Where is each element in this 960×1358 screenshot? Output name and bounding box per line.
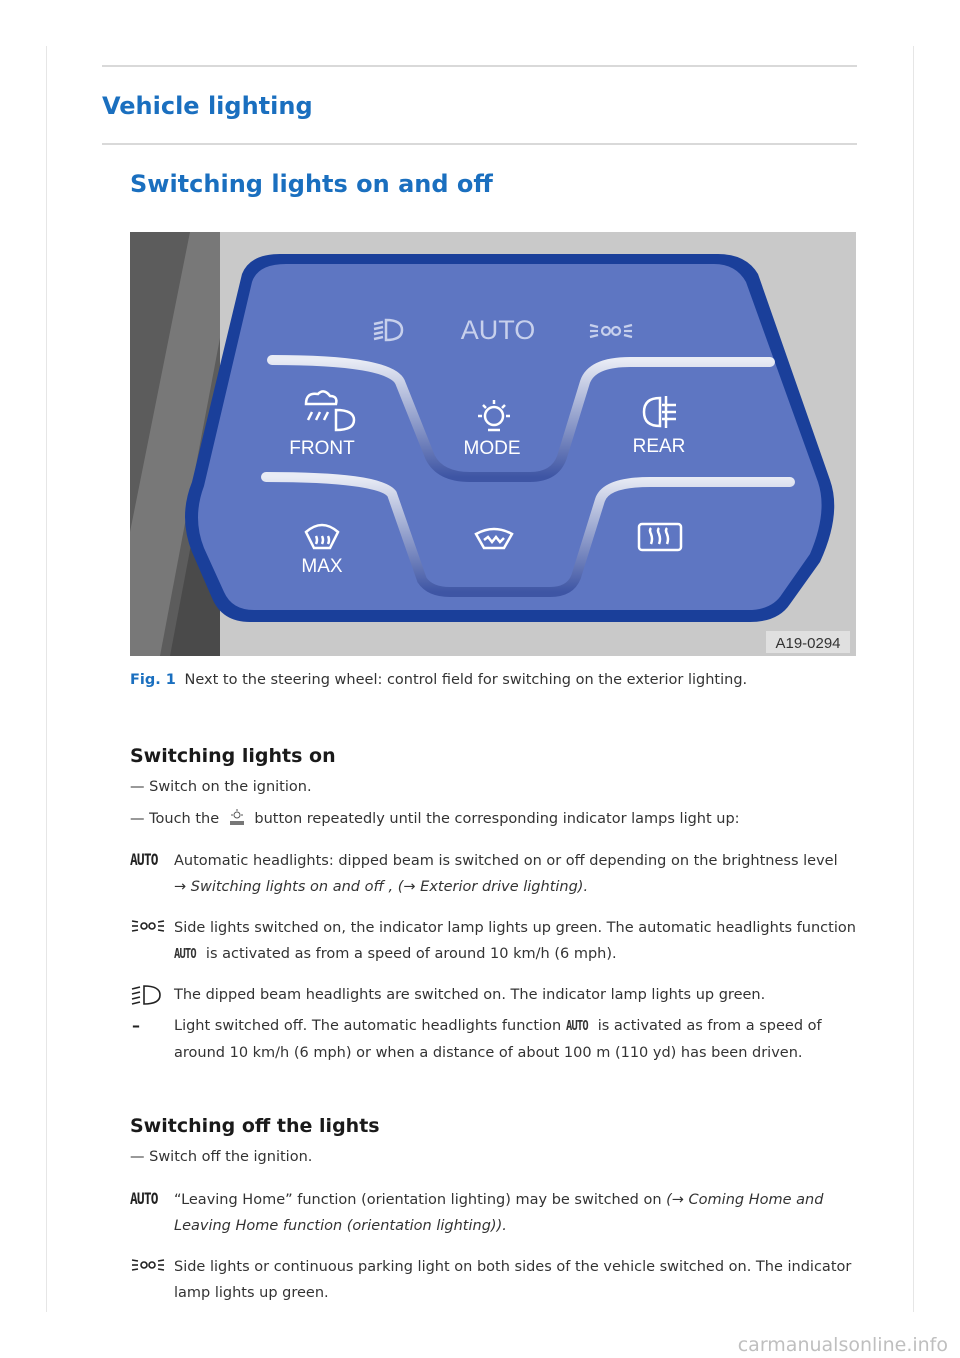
item-parking-light-text: Side lights or continuous parking light on both sides of the vehicle switched on. The indicator lamp lights up green. [174, 1259, 852, 1301]
item-auto-link[interactable]: → Switching lights on and off , (→ Exterior drive lighting). [174, 879, 589, 895]
left-margin-line [46, 46, 47, 1312]
control-field-illustration [130, 232, 856, 656]
auto-symbol-2: AUTO [130, 1189, 158, 1208]
item-leaving-home [130, 1187, 858, 1239]
item-leaving-home-text: “Leaving Home” function (orientation lighting) may be switched on [174, 1192, 662, 1208]
auto-symbol: AUTO [130, 850, 158, 869]
item-auto [130, 848, 858, 900]
auto-symbol-inline-2: AUTO [565, 1019, 588, 1034]
mode-button-icon [228, 809, 246, 827]
item-parking-light [130, 1254, 858, 1306]
section-title: Vehicle lighting [102, 92, 313, 120]
right-margin-line [913, 46, 914, 1312]
mode-label: MODE [463, 438, 521, 459]
auto-symbol-inline: AUTO [174, 947, 196, 962]
front-label: FRONT [289, 438, 355, 459]
rear-label: REAR [632, 436, 686, 457]
figure-caption [130, 672, 747, 688]
top-rule [102, 65, 857, 67]
switching-on-heading: Switching lights on [130, 745, 336, 767]
item-lights-off-text-2: is activated as from a speed of around 10 km/h (6 mph) or when a distance of about 100 m (110 yd) has been driven. [174, 1018, 822, 1061]
step-touch-mode [130, 809, 740, 827]
step-touch-text-2: button repeatedly until the corresponding indicator lamps light up: [254, 811, 740, 827]
switching-off-heading: Switching off the lights [130, 1115, 380, 1137]
step-touch-text: — Touch the [130, 811, 220, 827]
figure-label: Fig. 1 [130, 672, 176, 688]
item-side-lights-text: Side lights switched on, the indicator lamp lights up green. The automatic headlights function [174, 920, 856, 936]
subsection-title: Switching lights on and off [130, 170, 493, 198]
section-rule [102, 143, 857, 145]
control-field-figure [130, 232, 856, 656]
item-side-lights [130, 915, 858, 968]
step-ignition-on: — Switch on the ignition. [130, 779, 312, 795]
item-side-lights-text-2: is activated as from a speed of around 10 km/h (6 mph). [205, 946, 617, 962]
figure-code: A19-0294 [775, 635, 841, 652]
figure-caption-text: Next to the steering wheel: control field for switching on the exterior lighting. [184, 672, 748, 688]
auto-label: AUTO [460, 315, 536, 345]
item-lights-off [130, 1013, 858, 1066]
side-lights-icon-2 [130, 1256, 166, 1278]
max-label: MAX [301, 556, 343, 577]
item-auto-text: Automatic headlights: dipped beam is switched on or off depending on the brightness level [174, 853, 838, 869]
item-dipped-beam [130, 982, 858, 1008]
step-ignition-off: — Switch off the ignition. [130, 1149, 313, 1165]
off-symbol: – [132, 1016, 140, 1035]
item-leaving-home-link[interactable]: (→ Coming Home and Leaving Home function (orientation lighting)). [174, 1192, 824, 1234]
watermark: carmanualsonline.info [737, 1334, 948, 1356]
item-dipped-beam-text: The dipped beam headlights are switched on. The indicator lamp lights up green. [174, 987, 766, 1003]
side-lights-icon [130, 917, 166, 939]
item-lights-off-text: Light switched off. The automatic headlights function [174, 1018, 562, 1034]
dipped-beam-icon [130, 984, 166, 1006]
